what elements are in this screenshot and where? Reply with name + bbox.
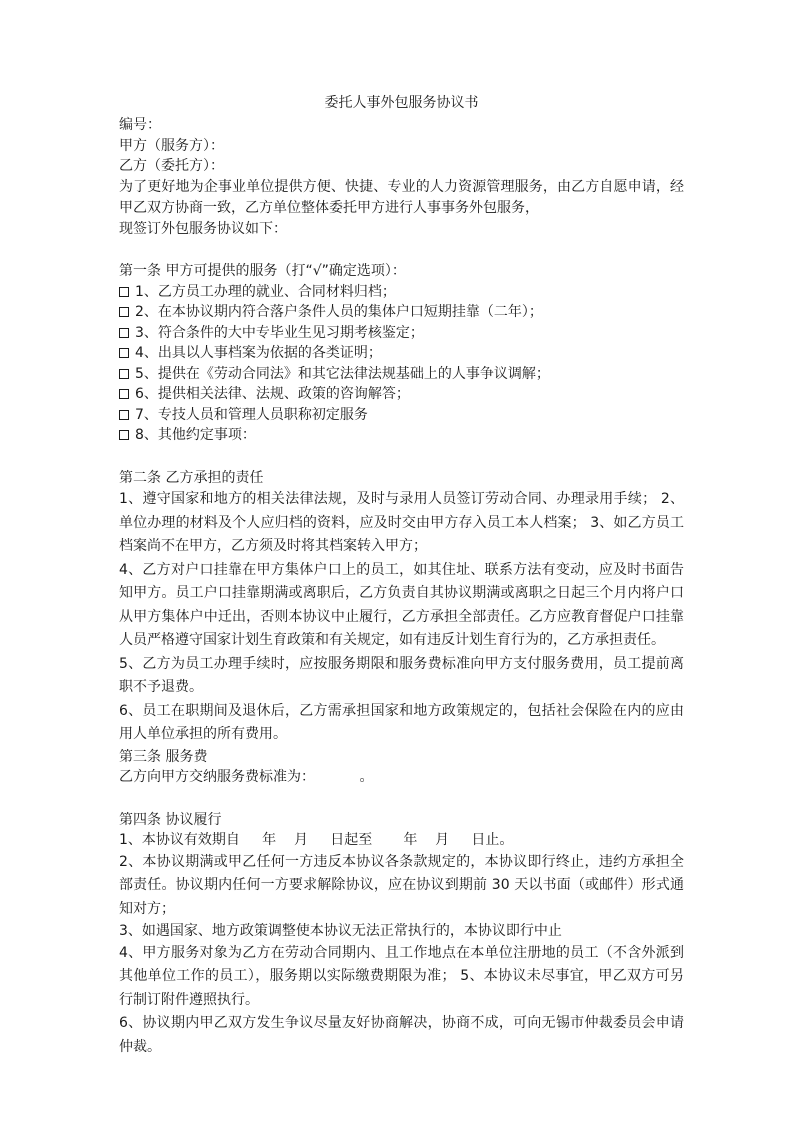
article3-text: 乙方向甲方交纳服务费标准为： 。 [119,769,374,785]
checkbox[interactable] [119,430,129,440]
intro-paragraph: 为了更好地为企事业单位提供方便、快捷、专业的人力资源管理服务，由乙方自愿申请，经甲乙双方协商一致，乙方单位整体委托甲方进行人事事务外包服务， [119,178,684,216]
service-option[interactable] [119,364,684,385]
service-option[interactable] [119,384,684,405]
service-option[interactable] [119,323,684,344]
article2-paragraph: 1、遵守国家和地方的相关法律法规，及时与录用人员签订劳动合同、办理录用手续； 2、单位办理的材料及个人应归档的资料，应及时交由甲方存入员工本人档案； 3、如乙方员工档案尚不在甲方，乙方须及时将其档案转入甲方； [119,491,684,554]
party-a-line: 甲方（服务方）： [119,137,224,154]
document-title: 委托人事外包服务协议书 [324,95,479,111]
party-b-line: 乙方（委托方）： [119,158,224,174]
article4-paragraph: 2、本协议期满或甲乙任何一方违反本协议各条款规定的，本协议即行终止，违约方承担全部责任。协议期内任何一方要求解除协议，应在协议到期前 30 天以书面（或邮件）形式通知对方； [119,853,684,917]
service-option[interactable] [119,302,684,323]
service-option-label: 2、在本协议期内符合落户条件人员的集体户口短期挂靠（二年）； [135,304,543,320]
article4-paragraph: 1、本协议有效期自 年 月 日起至 年 月 日止。 [119,832,514,848]
article1-title: 第一条 甲方可提供的服务（打“√”确定选项）： [119,263,406,279]
service-option-label: 4、出具以人事档案为依据的各类证明； [135,345,382,361]
service-option-label: 6、提供相关法律、法规、政策的咨询解答； [135,386,410,402]
checkbox[interactable] [119,348,129,358]
checkbox[interactable] [119,369,129,379]
contract-number-line: 编号： [119,117,161,133]
service-option[interactable] [119,343,684,364]
checkbox[interactable] [119,410,129,420]
service-option-label: 8、其他约定事项： [135,427,256,443]
article2-title: 第二条 乙方承担的责任 [119,469,264,486]
article2-paragraph: 4、乙方对户口挂靠在甲方集体户口上的员工，如其住址、联系方法有变动，应及时书面告知甲方。员工户口挂靠期满或离职后，乙方负责自其协议期满或离职之日起三个月内将户口从甲方集体户中迁出，否则本协议中止履行，乙方承担全部责任。乙方应教育督促户口挂靠人员严格遵守国家计划生育政策和有关规定，如有违反计划生育行为的，乙方承担责任。 [119,561,684,648]
service-option[interactable] [119,405,684,426]
article4-paragraph: 4、甲方服务对象为乙方在劳动合同期内、且工作地点在本单位注册地的员工（不含外派到其他单位工作的员工），服务期以实际缴费期限为准； 5、本协议未尽事宜，甲乙双方可另行制订附件遵照执行。 [119,944,684,1008]
article2-paragraph: 6、员工在职期间及退休后，乙方需承担国家和地方政策规定的，包括社会保险在内的应由用人单位承担的所有费用。 [119,702,684,742]
service-option-label: 5、提供在《劳动合同法》和其它法律法规基础上的人事争议调解； [135,365,550,382]
service-option-label: 7、专技人员和管理人员职称初定服务 [135,406,368,423]
checkbox[interactable] [119,389,129,399]
service-option[interactable] [119,425,684,446]
article4-paragraph: 6、协议期内甲乙双方发生争议尽量友好协商解决，协商不成，可向无锡市仲裁委员会申请仲裁。 [119,1015,684,1055]
article4-title: 第四条 协议履行 [119,811,222,828]
checkbox[interactable] [119,307,129,317]
article2-paragraph: 5、乙方为员工办理手续时，应按服务期限和服务费标准向甲方支付服务费用，员工提前离职不予退费。 [119,655,684,695]
document-page [119,93,684,1059]
service-option-label: 3、符合条件的大中专毕业生见习期考核鉴定； [135,324,424,341]
service-option-label: 1、乙方员工办理的就业、合同材料归档； [135,283,396,300]
checkbox[interactable] [119,287,129,297]
article4-paragraph: 3、如遇国家、地方政策调整使本协议无法正常执行的，本协议即行中止 [119,923,562,939]
article3-title: 第三条 服务费 [119,748,208,765]
service-option[interactable] [119,282,684,303]
intro-end-line: 现签订外包服务协议如下： [119,220,287,237]
checkbox[interactable] [119,328,129,338]
